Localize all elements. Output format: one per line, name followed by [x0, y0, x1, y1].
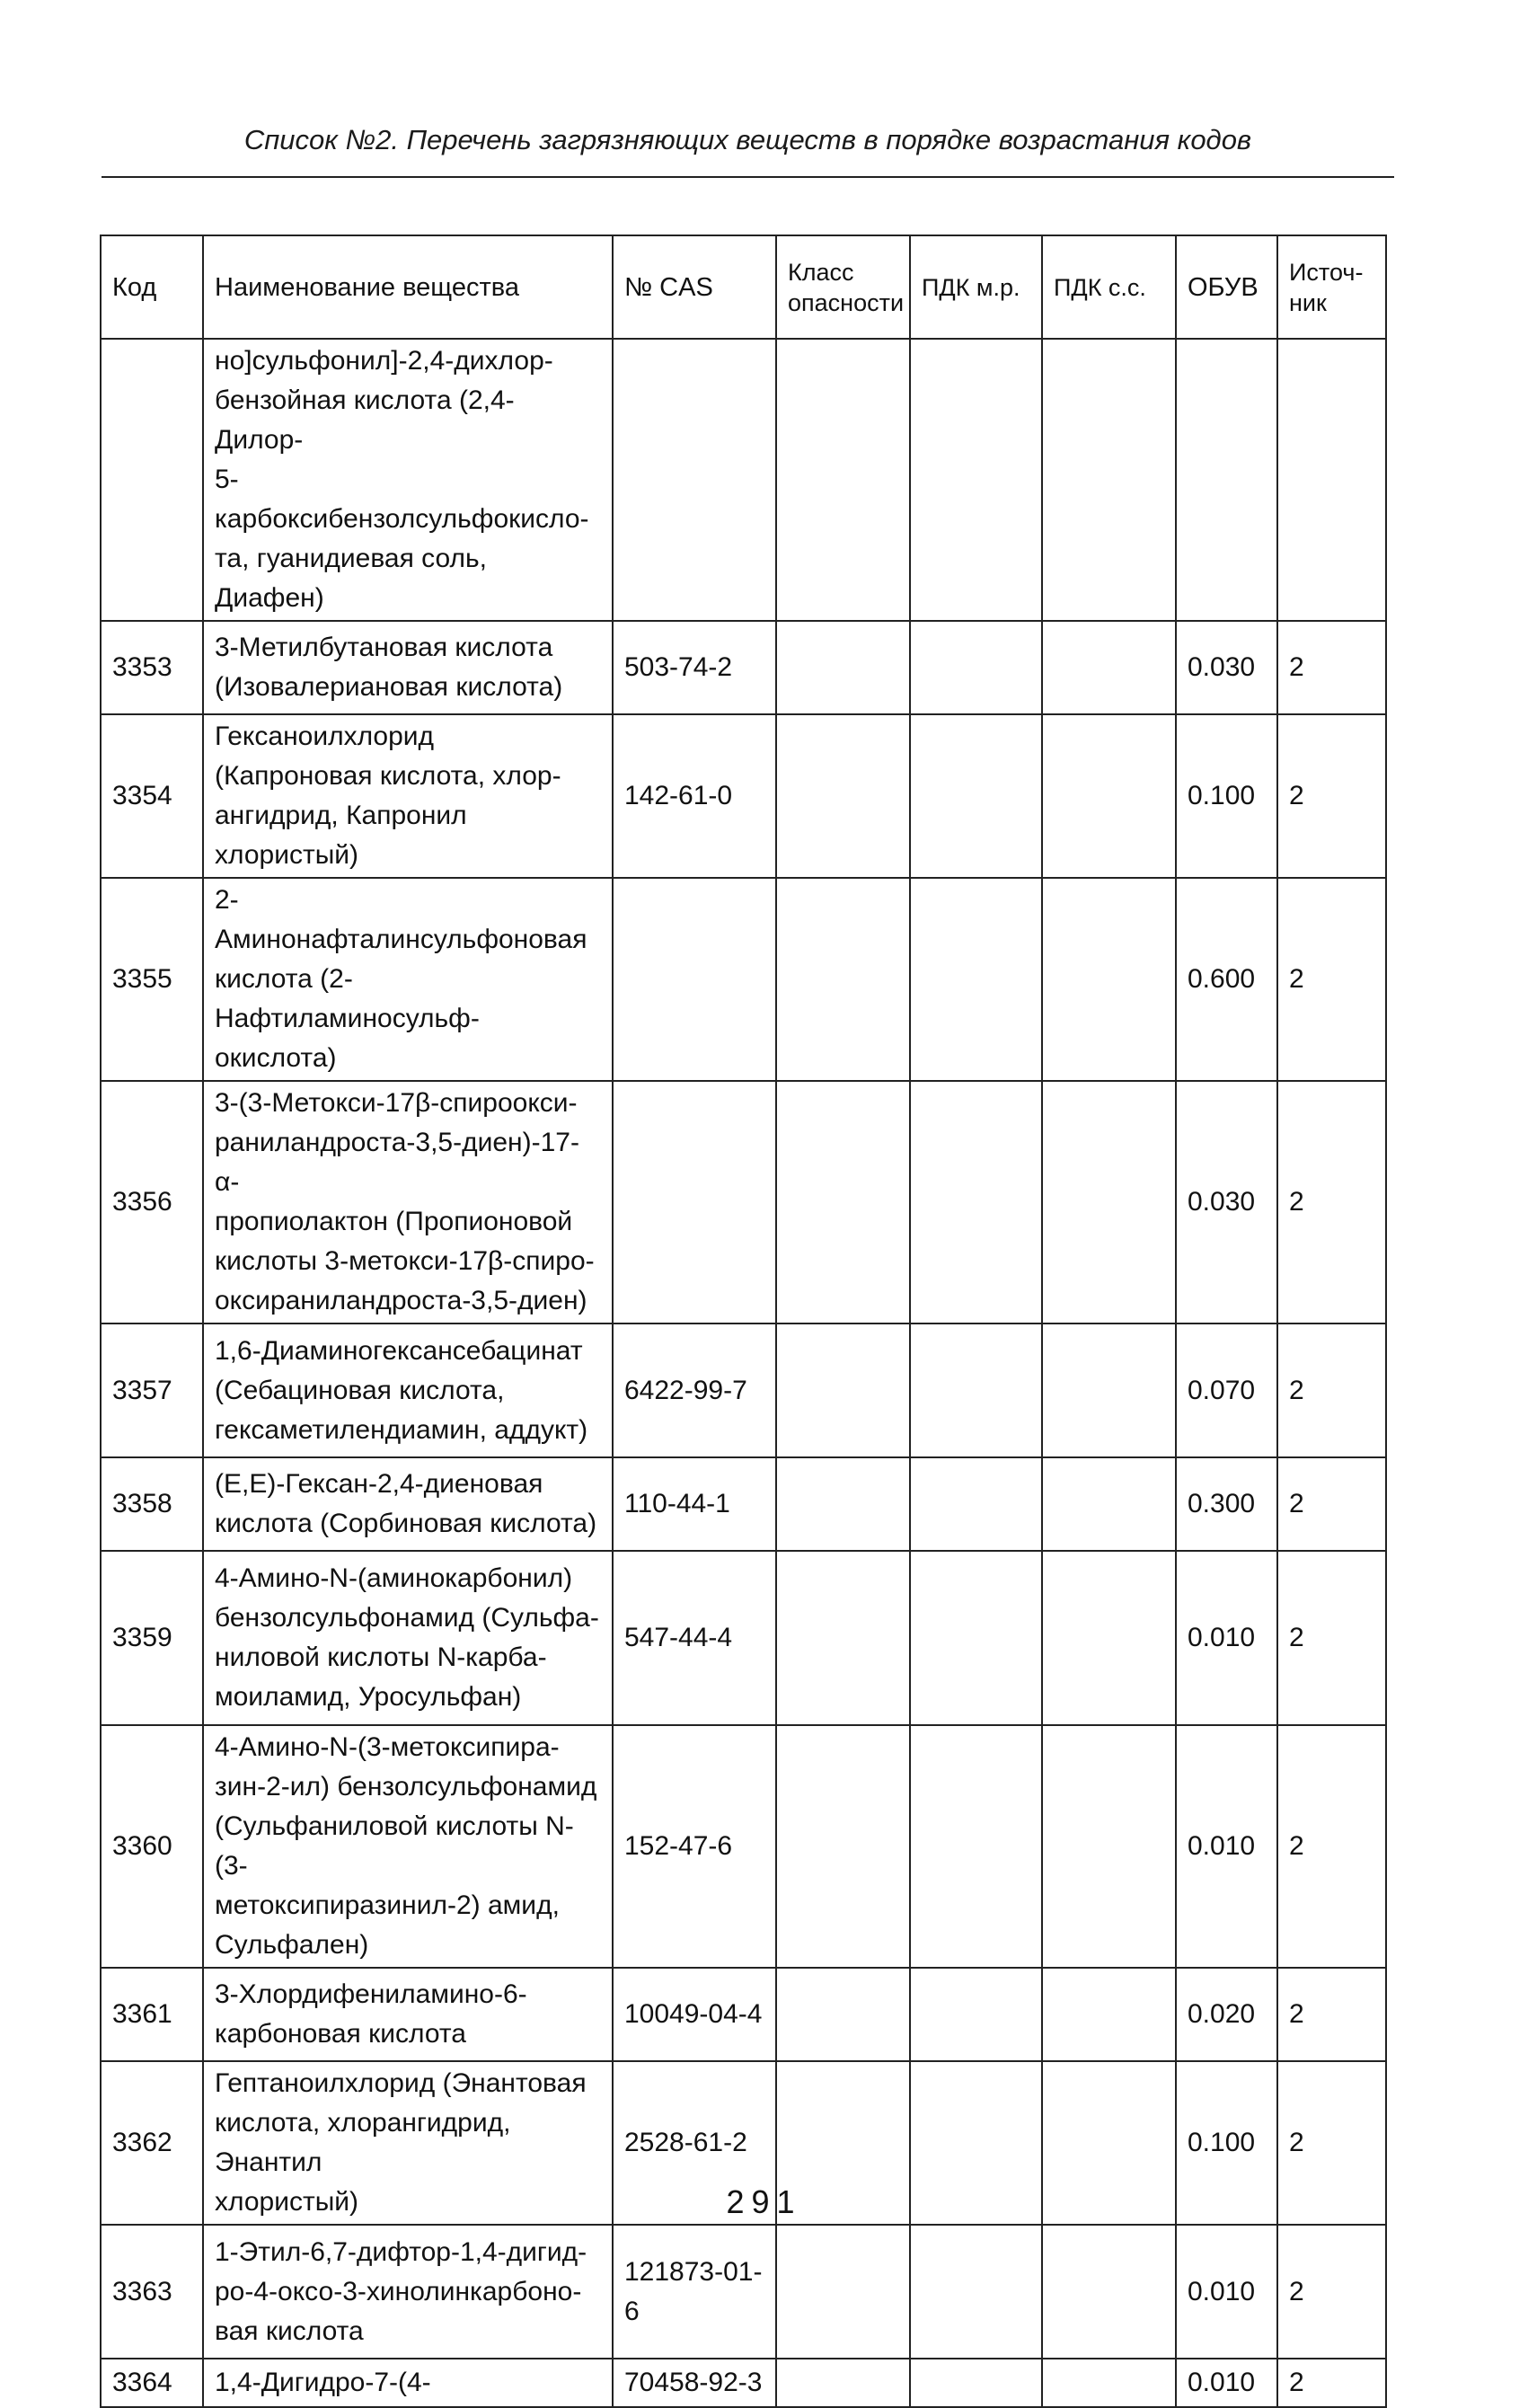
cell-cas: 2528-61-2: [613, 2061, 776, 2225]
header-divider: [102, 176, 1394, 178]
cell-source: 2: [1277, 621, 1386, 714]
cell-hazard-class: [776, 1968, 910, 2061]
cell-hazard-class: [776, 1725, 910, 1968]
cell-name: 4-Амино-N-(3-метоксипира- зин-2-ил) бензолсульфонамид (Сульфаниловой кислоты N-(3- метоксипиразинил-2) амид, Сульфален): [203, 1725, 613, 1968]
cell-name: (Е,Е)-Гексан-2,4-диеновая кислота (Сорбиновая кислота): [203, 1457, 613, 1551]
cell-cas: 121873-01-6: [613, 2225, 776, 2359]
cell-cas: 152-47-6: [613, 1725, 776, 1968]
cell-pdk-ss: [1042, 339, 1176, 621]
cell-code: 3355: [101, 878, 203, 1081]
cell-source: 2: [1277, 1324, 1386, 1457]
table-header-row: [101, 235, 1386, 339]
cell-code: 3360: [101, 1725, 203, 1968]
table-body: [101, 339, 1386, 2407]
cell-hazard-class: [776, 714, 910, 878]
cell-source: 2: [1277, 1081, 1386, 1324]
cell-cas: [613, 1081, 776, 1324]
cell-code: [101, 339, 203, 621]
cell-source: 2: [1277, 1725, 1386, 1968]
cell-pdk-mr: [910, 2225, 1042, 2359]
cell-pdk-ss: [1042, 1081, 1176, 1324]
cell-code: 3361: [101, 1968, 203, 2061]
header-name: Наименование вещества: [203, 235, 613, 339]
table-row: [101, 2359, 1386, 2407]
cell-hazard-class: [776, 621, 910, 714]
cell-name: 3-(3-Метокси-17β-спироокси- ранилaндроста-3,5-диен)-17-α- пропиолактон (Пропионовой кислоты 3-метокси-17β-спиро- оксиранилaндроста-3,5-диен): [203, 1081, 613, 1324]
cell-source: 2: [1277, 714, 1386, 878]
cell-hazard-class: [776, 878, 910, 1081]
cell-cas: 6422-99-7: [613, 1324, 776, 1457]
cell-pdk-mr: [910, 1457, 1042, 1551]
cell-hazard-class: [776, 2359, 910, 2407]
cell-hazard-class: [776, 1551, 910, 1725]
cell-pdk-ss: [1042, 2225, 1176, 2359]
table-row: [101, 621, 1386, 714]
cell-name: 3-Метилбутановая кислота (Изовалериановая кислота): [203, 621, 613, 714]
cell-pdk-ss: [1042, 1551, 1176, 1725]
cell-pdk-mr: [910, 1081, 1042, 1324]
cell-source: 2: [1277, 878, 1386, 1081]
table-row: [101, 2225, 1386, 2359]
cell-pdk-mr: [910, 2359, 1042, 2407]
cell-name: Гептаноилхлорид (Энантовая кислота, хлорангидрид, Энантил хлористый): [203, 2061, 613, 2225]
cell-obuv: [1176, 339, 1277, 621]
header-hazard-class: Класс опасности: [776, 235, 910, 339]
cell-source: [1277, 339, 1386, 621]
cell-pdk-ss: [1042, 1968, 1176, 2061]
cell-obuv: 0.030: [1176, 1081, 1277, 1324]
cell-cas: [613, 339, 776, 621]
cell-name: 3-Хлордифениламино-6- карбоновая кислота: [203, 1968, 613, 2061]
cell-code: 3363: [101, 2225, 203, 2359]
cell-pdk-mr: [910, 339, 1042, 621]
header-pdk-ss: ПДК с.с.: [1042, 235, 1176, 339]
cell-pdk-ss: [1042, 1324, 1176, 1457]
cell-pdk-ss: [1042, 714, 1176, 878]
cell-obuv: 0.020: [1176, 1968, 1277, 2061]
cell-cas: 70458-92-3: [613, 2359, 776, 2407]
cell-cas: 547-44-4: [613, 1551, 776, 1725]
cell-obuv: 0.600: [1176, 878, 1277, 1081]
cell-pdk-mr: [910, 878, 1042, 1081]
cell-code: 3358: [101, 1457, 203, 1551]
cell-source: 2: [1277, 1551, 1386, 1725]
cell-name: 1-Этил-6,7-дифтор-1,4-дигид- ро-4-оксо-3-хинолинкарбоно- вая кислота: [203, 2225, 613, 2359]
cell-name: 2-Аминонафталинсульфоновая кислота (2-Нафтиламиносульф- окислота): [203, 878, 613, 1081]
cell-code: 3362: [101, 2061, 203, 2225]
cell-obuv: 0.070: [1176, 1324, 1277, 1457]
cell-pdk-mr: [910, 1324, 1042, 1457]
cell-obuv: 0.010: [1176, 2359, 1277, 2407]
cell-name: 1,6-Диаминогексансебацинат (Себациновая кислота, гексаметилендиамин, аддукт): [203, 1324, 613, 1457]
substances-table: [100, 235, 1387, 2408]
cell-name: но]сульфонил]-2,4-дихлор- бензойная кислота (2,4-Дилор- 5-карбоксибензолсульфокисло- та, гуанидиевая соль, Диафен): [203, 339, 613, 621]
page-number: 291: [726, 2183, 802, 2220]
cell-obuv: 0.100: [1176, 714, 1277, 878]
cell-code: 3356: [101, 1081, 203, 1324]
cell-name: 4-Амино-N-(аминокарбонил) бензолсульфонамид (Сульфа- ниловой кислоты N-карба- моиламид, Уросульфан): [203, 1551, 613, 1725]
page-header: Список №2. Перечень загрязняющих веществ в порядке возрастания кодов: [243, 124, 1252, 155]
cell-source: 2: [1277, 2359, 1386, 2407]
cell-hazard-class: [776, 2225, 910, 2359]
table-row: [101, 878, 1386, 1081]
cell-code: 3359: [101, 1551, 203, 1725]
table-row: [101, 1551, 1386, 1725]
header-code: Код: [101, 235, 203, 339]
cell-obuv: 0.010: [1176, 1725, 1277, 1968]
cell-obuv: 0.010: [1176, 2225, 1277, 2359]
cell-cas: 142-61-0: [613, 714, 776, 878]
cell-obuv: 0.010: [1176, 1551, 1277, 1725]
cell-cas: 10049-04-4: [613, 1968, 776, 2061]
table-row: [101, 714, 1386, 878]
table-row: [101, 339, 1386, 621]
cell-cas: 503-74-2: [613, 621, 776, 714]
cell-code: 3357: [101, 1324, 203, 1457]
cell-code: 3364: [101, 2359, 203, 2407]
cell-pdk-mr: [910, 714, 1042, 878]
cell-pdk-ss: [1042, 878, 1176, 1081]
cell-name: 1,4-Дигидро-7-(4-: [203, 2359, 613, 2407]
cell-cas: [613, 878, 776, 1081]
cell-source: 2: [1277, 1968, 1386, 2061]
cell-obuv: 0.300: [1176, 1457, 1277, 1551]
cell-obuv: 0.100: [1176, 2061, 1277, 2225]
cell-pdk-ss: [1042, 1457, 1176, 1551]
cell-hazard-class: [776, 1081, 910, 1324]
table-row: [101, 1324, 1386, 1457]
header-obuv: ОБУВ: [1176, 235, 1277, 339]
cell-pdk-ss: [1042, 621, 1176, 714]
cell-name: Гексаноилхлорид (Капроновая кислота, хлор- ангидрид, Капронил хлористый): [203, 714, 613, 878]
cell-source: 2: [1277, 1457, 1386, 1551]
cell-pdk-mr: [910, 1968, 1042, 2061]
header-cas: № CAS: [613, 235, 776, 339]
cell-source: 2: [1277, 2225, 1386, 2359]
table-row: [101, 1081, 1386, 1324]
cell-hazard-class: [776, 339, 910, 621]
table-row: [101, 1457, 1386, 1551]
cell-pdk-mr: [910, 1551, 1042, 1725]
cell-obuv: 0.030: [1176, 621, 1277, 714]
cell-code: 3354: [101, 714, 203, 878]
cell-cas: 110-44-1: [613, 1457, 776, 1551]
header-source: Источ-ник: [1277, 235, 1386, 339]
header-pdk-mr: ПДК м.р.: [910, 235, 1042, 339]
cell-hazard-class: [776, 1324, 910, 1457]
cell-source: 2: [1277, 2061, 1386, 2225]
table-row: [101, 1725, 1386, 1968]
cell-code: 3353: [101, 621, 203, 714]
table-row: [101, 1968, 1386, 2061]
cell-pdk-ss: [1042, 2359, 1176, 2407]
cell-pdk-ss: [1042, 1725, 1176, 1968]
cell-pdk-mr: [910, 621, 1042, 714]
cell-pdk-mr: [910, 1725, 1042, 1968]
cell-hazard-class: [776, 1457, 910, 1551]
